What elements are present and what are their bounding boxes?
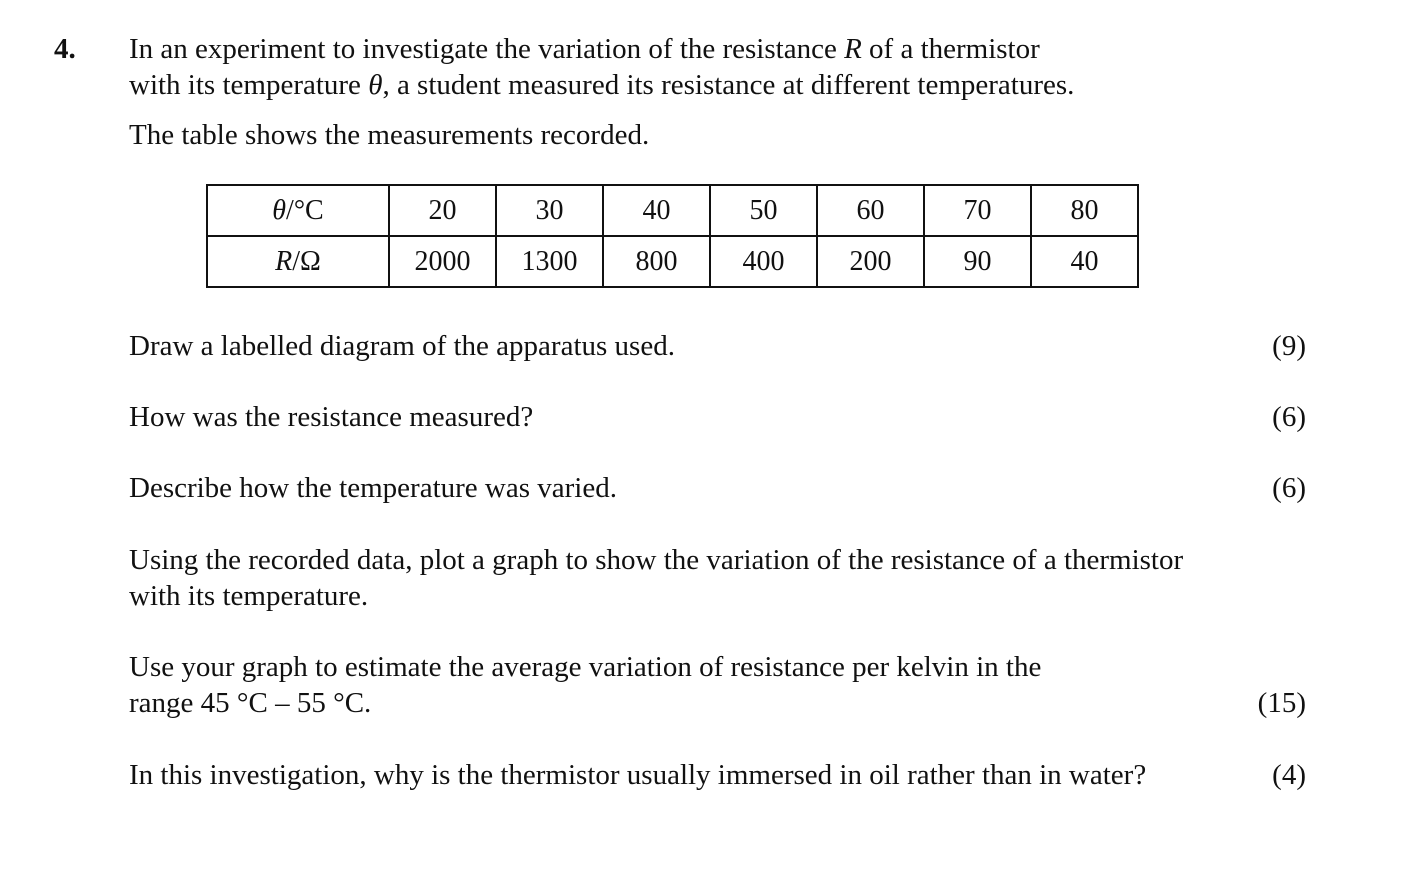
part-graph-line-2: with its temperature.	[129, 580, 369, 612]
part-oil-marks: (4)	[1272, 759, 1306, 791]
part-graph-line-1: Using the recorded data, plot a graph to show the variation of the resistance of a thermistor	[129, 544, 1184, 576]
temperature-cell: 80	[1031, 185, 1138, 236]
part-oil-text: In this investigation, why is the thermistor usually immersed in oil rather than in water?	[129, 759, 1147, 791]
resistance-cell: 800	[603, 236, 710, 287]
resistance-cell: 1300	[496, 236, 603, 287]
resistance-cell: 40	[1031, 236, 1138, 287]
resistance-row	[207, 236, 1138, 287]
question-intro-line-1	[129, 31, 1040, 67]
temperature-row	[207, 185, 1138, 236]
part-estimate-line-1: Use your graph to estimate the average variation of resistance per kelvin in the	[129, 651, 1042, 683]
temperature-cell: 40	[603, 185, 710, 236]
part-estimate-marks: (15)	[1257, 687, 1306, 719]
resistance-cell: 2000	[389, 236, 496, 287]
temperature-cell: 30	[496, 185, 603, 236]
part-diagram-text: Draw a labelled diagram of the apparatus used.	[129, 330, 675, 362]
part-diagram-marks: (9)	[1272, 330, 1306, 362]
part-resistance-text: How was the resistance measured?	[129, 401, 534, 433]
temperature-cell: 50	[710, 185, 817, 236]
table-caption: The table shows the measurements recorded.	[129, 119, 650, 151]
intro-text: with its temperature	[129, 69, 369, 101]
intro-text: of a thermistor	[861, 33, 1040, 65]
resistance-header: R/Ω	[207, 236, 389, 287]
part-temperature-text: Describe how the temperature was varied.	[129, 472, 617, 504]
resistance-cell: 200	[817, 236, 924, 287]
temperature-cell: 60	[817, 185, 924, 236]
intro-text: , a student measured its resistance at different temperatures.	[382, 69, 1075, 101]
part-temperature-marks: (6)	[1272, 472, 1306, 504]
temperature-cell: 20	[389, 185, 496, 236]
temperature-symbol: θ	[368, 69, 383, 101]
measurements-table	[206, 184, 1139, 288]
resistance-cell: 400	[710, 236, 817, 287]
intro-text: In an experiment to investigate the variation of the resistance	[129, 33, 845, 65]
resistance-symbol: R	[844, 33, 862, 65]
question-number: 4.	[54, 33, 76, 65]
resistance-cell: 90	[924, 236, 1031, 287]
temperature-cell: 70	[924, 185, 1031, 236]
part-resistance-marks: (6)	[1272, 401, 1306, 433]
temperature-header: θ/°C	[207, 185, 389, 236]
part-estimate-line-2: range 45 °C – 55 °C.	[129, 687, 372, 719]
question-intro-line-2	[129, 67, 1074, 103]
